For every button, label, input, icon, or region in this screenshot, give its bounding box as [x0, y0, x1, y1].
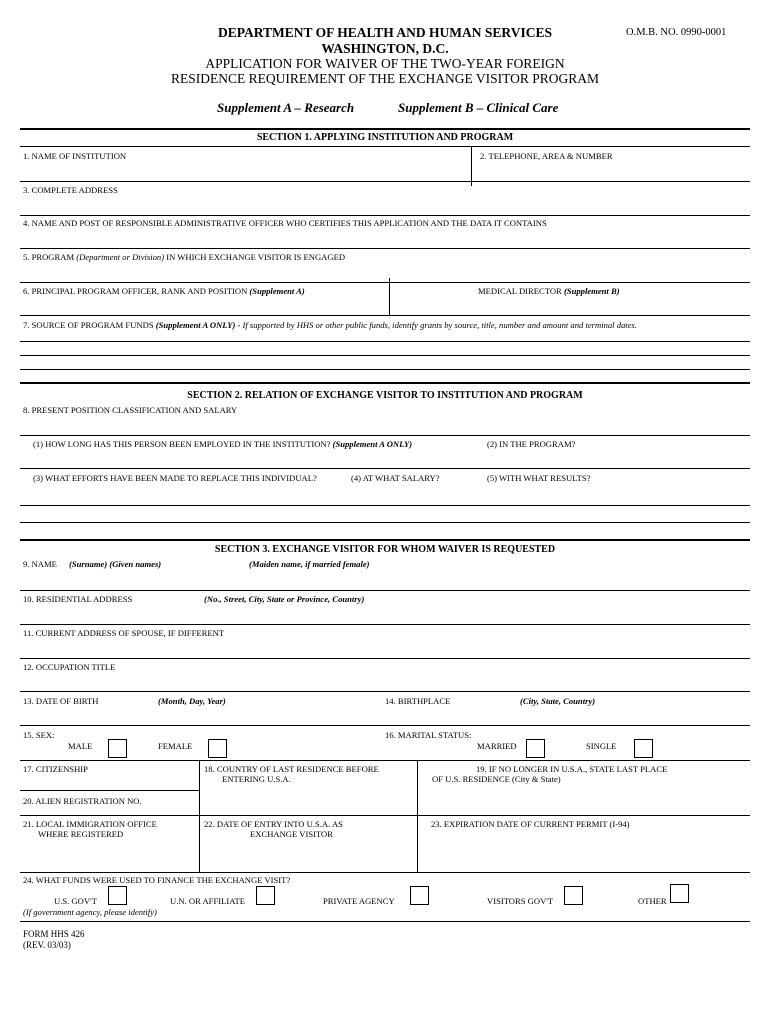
- section3-top-rule: [20, 539, 750, 541]
- location-title: WASHINGTON, D.C.: [321, 41, 449, 56]
- married-checkbox[interactable]: [526, 739, 545, 758]
- field-3-label: 3. COMPLETE ADDRESS: [23, 185, 118, 195]
- field-14-label: 14. BIRTHPLACE: [385, 696, 451, 706]
- field-24-label: 24. WHAT FUNDS WERE USED TO FINANCE THE EXCHANGE VISIT?: [23, 875, 291, 885]
- single-label: SINGLE: [586, 741, 617, 751]
- rule-after-field-1: [20, 181, 750, 182]
- rule-after-field-8: [20, 435, 750, 436]
- field-22-label-line2: EXCHANGE VISITOR: [250, 829, 333, 839]
- supplement-b-label: Supplement B – Clinical Care: [398, 100, 559, 115]
- field-11-label: 11. CURRENT ADDRESS OF SPOUSE, IF DIFFERENT: [23, 628, 225, 638]
- field-7-line-3: [20, 369, 750, 370]
- section1-top-rule: [20, 128, 750, 130]
- female-checkbox[interactable]: [208, 739, 227, 758]
- field-17-label: 17. CITIZENSHIP: [23, 764, 88, 774]
- field-15-label: 15. SEX:: [23, 730, 55, 740]
- field-10-label: 10. RESIDENTIAL ADDRESS: [23, 594, 133, 604]
- rule-after-field-9: [20, 590, 750, 591]
- field-21-label-line2: WHERE REGISTERED: [38, 829, 124, 839]
- male-label: MALE: [68, 741, 93, 751]
- field-6-label: 6. PRINCIPAL PROGRAM OFFICER, RANK AND POSITION (Supplement A): [23, 286, 305, 296]
- form-revision: (REV. 03/03): [23, 940, 71, 950]
- field-1-label: 1. NAME OF INSTITUTION: [23, 151, 127, 161]
- married-label: MARRIED: [477, 741, 517, 751]
- field-7-line-2: [20, 355, 750, 356]
- form-number: FORM HHS 426: [23, 929, 85, 939]
- female-label: FEMALE: [158, 741, 193, 751]
- govt-agency-note: (If government agency, please identify): [23, 907, 157, 917]
- question-5-label: (5) WITH WHAT RESULTS?: [487, 473, 591, 483]
- field-14-hint: (City, State, Country): [520, 696, 596, 706]
- other-label: OTHER: [638, 896, 667, 906]
- us-govt-label: U.S. GOV'T: [54, 896, 97, 906]
- section1-title: SECTION 1. APPLYING INSTITUTION AND PROGRAM: [256, 132, 514, 143]
- form-title-2: RESIDENCE REQUIREMENT OF THE EXCHANGE VISITOR PROGRAM: [170, 71, 600, 86]
- question-1-label: (1) HOW LONG HAS THIS PERSON BEEN EMPLOYED IN THE INSTITUTION? (Supplement A ONLY): [33, 439, 413, 449]
- field-9-maiden-hint: (Maiden name, if married female): [249, 559, 370, 569]
- field-23-label: 23. EXPIRATION DATE OF CURRENT PERMIT (I-94): [431, 819, 630, 829]
- rule-after-question-1: [20, 468, 750, 469]
- field-22-label-line1: 22. DATE OF ENTRY INTO U.S.A. AS: [204, 819, 343, 829]
- private-agency-label: PRIVATE AGENCY: [323, 896, 395, 906]
- rule-after-field-24: [20, 921, 750, 922]
- un-affiliate-label: U.N. OR AFFILIATE: [170, 896, 245, 906]
- field-8-label: 8. PRESENT POSITION CLASSIFICATION AND SALARY: [23, 405, 238, 415]
- column-divider-right: [417, 760, 418, 873]
- field-9-label: 9. NAME: [23, 559, 57, 569]
- field-6-divider: [389, 278, 390, 315]
- field-19-label-line2: OF U.S. RESIDENCE (City & State): [432, 774, 561, 784]
- rule-after-field-12: [20, 691, 750, 692]
- field-7-line-1: [20, 341, 750, 342]
- column-divider-left: [199, 760, 200, 873]
- other-checkbox[interactable]: [670, 884, 689, 903]
- rule-after-field-6: [20, 315, 750, 316]
- question-line-2: [20, 522, 750, 523]
- male-checkbox[interactable]: [108, 739, 127, 758]
- section2-title: SECTION 2. RELATION OF EXCHANGE VISITOR TO INSTITUTION AND PROGRAM: [187, 390, 583, 401]
- rule-after-field-21: [20, 872, 750, 873]
- field-7-label: 7. SOURCE OF PROGRAM FUNDS (Supplement A ONLY) - If supported by HHS or other public funds, identify grants by source, title, number and amount and terminal dates.: [23, 320, 637, 330]
- field-5-label: 5. PROGRAM (Department or Division) IN WHICH EXCHANGE VISITOR IS ENGAGED: [23, 252, 346, 262]
- field-21-label-line1: 21. LOCAL IMMIGRATION OFFICE: [23, 819, 157, 829]
- rule-after-field-4: [20, 248, 750, 249]
- field-13-label: 13. DATE OF BIRTH: [23, 696, 99, 706]
- supplement-a-label: Supplement A – Research: [217, 100, 355, 115]
- question-4-label: (4) AT WHAT SALARY?: [351, 473, 440, 483]
- rule-after-field-10: [20, 624, 750, 625]
- field-12-label: 12. OCCUPATION TITLE: [23, 662, 116, 672]
- section1-title-rule: [20, 146, 750, 147]
- field-18-label-line1: 18. COUNTRY OF LAST RESIDENCE BEFORE: [204, 764, 379, 774]
- private-agency-checkbox[interactable]: [410, 886, 429, 905]
- visitors-govt-checkbox[interactable]: [564, 886, 583, 905]
- question-3-label: (3) WHAT EFFORTS HAVE BEEN MADE TO REPLACE THIS INDIVIDUAL?: [33, 473, 317, 483]
- rule-after-field-20: [20, 815, 750, 816]
- un-affiliate-checkbox[interactable]: [256, 886, 275, 905]
- medical-director-label: MEDICAL DIRECTOR (Supplement B): [478, 286, 620, 296]
- rule-after-field-3: [20, 215, 750, 216]
- field-1-2-divider: [471, 146, 472, 186]
- field-4-label: 4. NAME AND POST OF RESPONSIBLE ADMINISTRATIVE OFFICER WHO CERTIFIES THIS APPLICATION AND THE DATA IT CONTAINS: [23, 218, 547, 228]
- field-13-hint: (Month, Day, Year): [158, 696, 226, 706]
- single-checkbox[interactable]: [634, 739, 653, 758]
- form-title-1: APPLICATION FOR WAIVER OF THE TWO-YEAR FOREIGN: [205, 56, 565, 71]
- rule-after-field-13: [20, 725, 750, 726]
- us-govt-checkbox[interactable]: [108, 886, 127, 905]
- field-18-label-line2: ENTERING U.S.A.: [222, 774, 291, 784]
- field-9-surname-hint: (Surname) (Given names): [69, 559, 162, 569]
- question-2-label: (2) IN THE PROGRAM?: [487, 439, 576, 449]
- field-16-label: 16. MARITAL STATUS:: [385, 730, 472, 740]
- section3-title: SECTION 3. EXCHANGE VISITOR FOR WHOM WAIVER IS REQUESTED: [214, 544, 556, 555]
- dept-title: DEPARTMENT OF HEALTH AND HUMAN SERVICES: [218, 25, 552, 40]
- field-2-label: 2. TELEPHONE, AREA & NUMBER: [480, 151, 613, 161]
- question-line-1: [20, 505, 750, 506]
- rule-after-field-15: [20, 760, 750, 761]
- section2-top-rule: [20, 382, 750, 384]
- rule-after-field-17: [20, 790, 200, 791]
- field-19-label-line1: 19. IF NO LONGER IN U.S.A., STATE LAST PLACE: [476, 764, 668, 774]
- field-10-hint: (No., Street, City, State or Province, Country): [204, 594, 365, 604]
- visitors-govt-label: VISITORS GOV'T: [487, 896, 554, 906]
- field-20-label: 20. ALIEN REGISTRATION NO.: [23, 796, 142, 806]
- omb-number: O.M.B. NO. 0990-0001: [626, 27, 727, 38]
- rule-after-field-11: [20, 658, 750, 659]
- rule-after-field-5: [20, 282, 750, 283]
